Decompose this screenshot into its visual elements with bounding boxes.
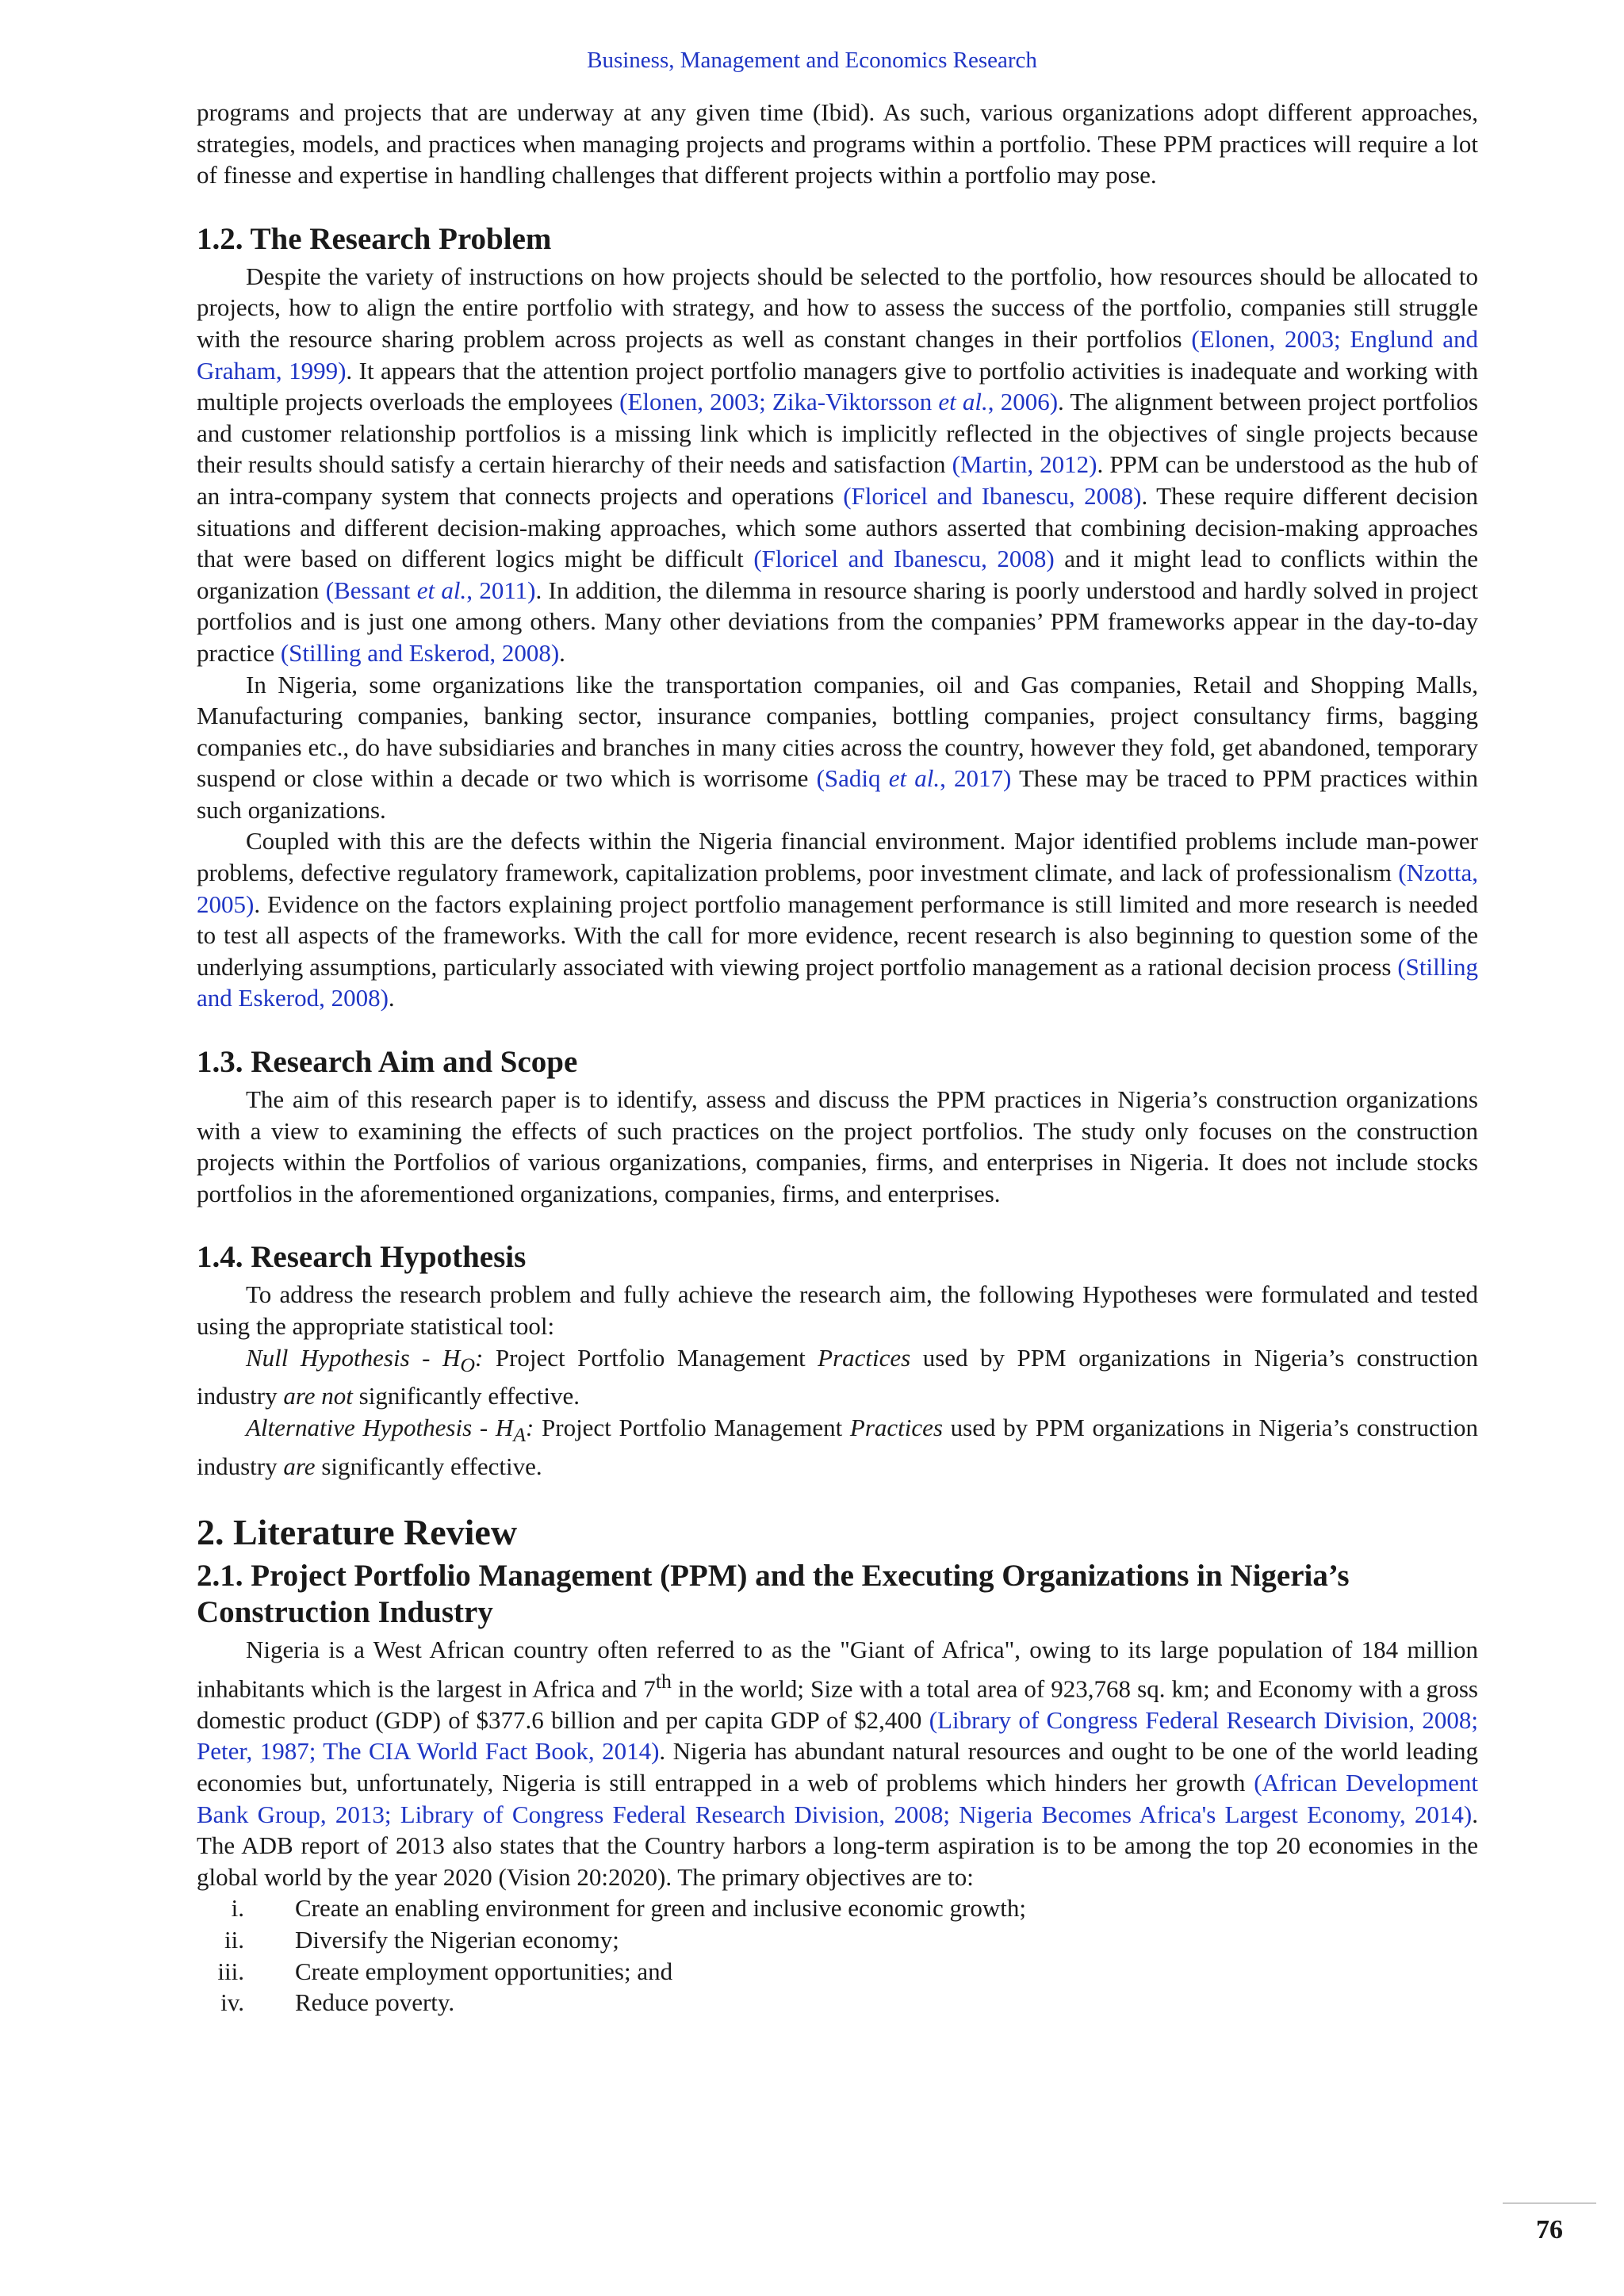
citation[interactable]: (Sadiq et al., 2017) xyxy=(816,764,1012,793)
list-item: iv. Reduce poverty. xyxy=(220,1988,455,2017)
article-body xyxy=(197,97,1478,2019)
citation[interactable]: (Floricel and Ibanescu, 2008) xyxy=(843,481,1142,510)
objectives-list xyxy=(197,1892,1478,2018)
citation[interactable]: (Nzotta, 2005) xyxy=(197,859,1478,918)
alternative-hypothesis: Alternative Hypothesis - $H_A$: Project Portfolio Management Practices used by PPM organizations in Nigeria’s construction industry are significantly effective. xyxy=(197,1413,1478,1480)
citation[interactable]: (Martin, 2012) xyxy=(952,450,1097,479)
citation[interactable]: (Bessant et al., 2011) xyxy=(325,576,536,604)
literature-paragraph-1: Nigeria is a West African country often referred to as the "Giant of Africa", owing to its large population of 184 million inhabitants which is the largest in Africa and 7th in the world; Size with a total area of 923,768 sq. km; and Economy with a gross domestic product (GDP) of $377.6 billion and per capita GDP of $2,400 (Library of Congress Federal Research Division, 2008; Peter, 1987; The CIA World Fact Book, 2014). Nigeria has abundant natural resources and ought to be one of the world leading economies but, unfortunately, Nigeria is still entrapped in a web of problems which hinders her growth (African Development Bank Group, 2013; Library of Congress Federal Research Division, 2008; Nigeria Becomes Africa's Largest Economy, 2014). The ADB report of 2013 also states that the Country harbors a long-term aspiration is to be among the top 20 economies in the global world by the year 2020 (Vision 20:2020). The primary objectives are to: xyxy=(197,1636,1478,1891)
research-problem-paragraph-2: In Nigeria, some organizations like the transportation companies, oil and Gas companies, Retail and Shopping Malls, Manufacturing companies, banking sector, insurance companies, bottling companies, project consultancy firms, bagging companies etc., do have subsidiaries and branches in many cities across the country, however they fold, get abandoned, temporary suspend or close within a decade or two which is worrisome (Sadiq et al., 2017) These may be traced to PPM practices within such organizations. xyxy=(197,670,1478,824)
citation[interactable]: (Floricel and Ibanescu, 2008) xyxy=(753,545,1055,573)
section-2-1-heading: 2.1. Project Portfolio Management (PPM) and the Executing Organizations in Nigeria’s Construction Industry xyxy=(197,1559,1350,1630)
intro-paragraph: programs and projects that are underway at any given time (Ibid). As such, various organizations adopt different approaches, strategies, models, and practices when managing projects and programs within a portfolio. These PPM practices will require a lot of finesse and expertise in handling challenges that different projects within a portfolio may pose. xyxy=(197,98,1478,189)
null-hypothesis: Null Hypothesis - $H_O$: Project Portfolio Management Practices used by PPM organizations in Nigeria’s construction industry are not significantly effective. xyxy=(197,1343,1478,1410)
hypothesis-intro-paragraph: To address the research problem and fully achieve the research aim, the following Hypotheses were formulated and tested using the appropriate statistical tool: xyxy=(197,1280,1478,1340)
section-1-2-heading: 1.2. The Research Problem xyxy=(197,221,552,256)
page-number: 76 xyxy=(1536,2215,1563,2244)
list-item: iii. Create employment opportunities; and xyxy=(217,1957,673,1985)
research-problem-paragraph-3: Coupled with this are the defects within the Nigeria financial environment. Major identified problems include man-power problems, defective regulatory framework, capitalization problems, poor investment climate, and lack of professionalism (Nzotta, 2005). Evidence on the factors explaining project portfolio management performance is still limited and more research is needed to test all aspects of the frameworks. With the call for more evidence, recent research is also beginning to question some of the underlying assumptions, particularly associated with viewing project portfolio management as a rational decision process (Stilling and Eskerod, 2008). xyxy=(197,827,1478,1012)
section-2-heading: 2. Literature Review xyxy=(197,1512,518,1553)
list-item: ii. Diversify the Nigerian economy; xyxy=(224,1926,619,1954)
citation[interactable]: (Elonen, 2003; Zika-Viktorsson et al., 2006) xyxy=(619,388,1059,416)
citation[interactable]: (Stilling and Eskerod, 2008) xyxy=(197,952,1478,1012)
citation[interactable]: (Library of Congress Federal Research Division, 2008; Peter, 1987; The CIA World Fact Book, 2014) xyxy=(197,1705,1478,1766)
section-1-4-heading: 1.4. Research Hypothesis xyxy=(197,1240,527,1275)
list-item: i. Create an enabling environment for green and inclusive economic growth; xyxy=(231,1894,1026,1923)
citation[interactable]: (Elonen, 2003; Englund and Graham, 1999) xyxy=(197,324,1478,385)
section-1-3-heading: 1.3. Research Aim and Scope xyxy=(197,1045,578,1080)
citation[interactable]: (African Development Bank Group, 2013; Library of Congress Federal Research Division, 2008; Nigeria Becomes Africa's Largest Economy, 2014) xyxy=(197,1769,1478,1828)
research-problem-paragraph-1: Despite the variety of instructions on how projects should be selected to the portfolio, how resources should be allocated to projects, how to align the entire portfolio with strategy, and how to assess the success of the portfolio, companies still struggle with the resource sharing problem across projects as well as constant changes in their portfolios (Elonen, 2003; Englund and Graham, 1999). It appears that the attention project portfolio managers give to portfolio activities is inadequate and working with multiple projects overloads the employees (Elonen, 2003; Zika-Viktorsson et al., 2006). The alignment between project portfolios and customer relationship portfolios is a missing link which is implicitly reflected in the objectives of single projects because their results should satisfy a certain hierarchy of their needs and satisfaction (Martin, 2012). PPM can be understood as the hub of an intra-company system that connects projects and operations (Floricel and Ibanescu, 2008). These require different decision situations and different decision-making approaches, which some authors asserted that combining decision-making approaches that were based on different logics might be difficult (Floricel and Ibanescu, 2008) and it might lead to conflicts within the organization (Bessant et al., 2011). In addition, the dilemma in resource sharing is poorly understood and hardly solved in project portfolios and is just one among others. Many other deviations from the companies’ PPM frameworks appear in the day-to-day practice (Stilling and Eskerod, 2008). xyxy=(197,262,1478,667)
citation[interactable]: (Stilling and Eskerod, 2008) xyxy=(280,638,560,667)
journal-header: Business, Management and Economics Research xyxy=(587,48,1037,73)
footer-divider xyxy=(1503,2202,1596,2204)
research-aim-paragraph: The aim of this research paper is to identify, assess and discuss the PPM practices in Nigeria’s construction organizations with a view to examining the effects of such practices on the project portfolios. The study only focuses on the construction projects within the Portfolios of various organizations, companies, firms, and enterprises in Nigeria. It does not include stocks portfolios in the aforementioned organizations, companies, firms, and enterprises. xyxy=(197,1085,1478,1207)
